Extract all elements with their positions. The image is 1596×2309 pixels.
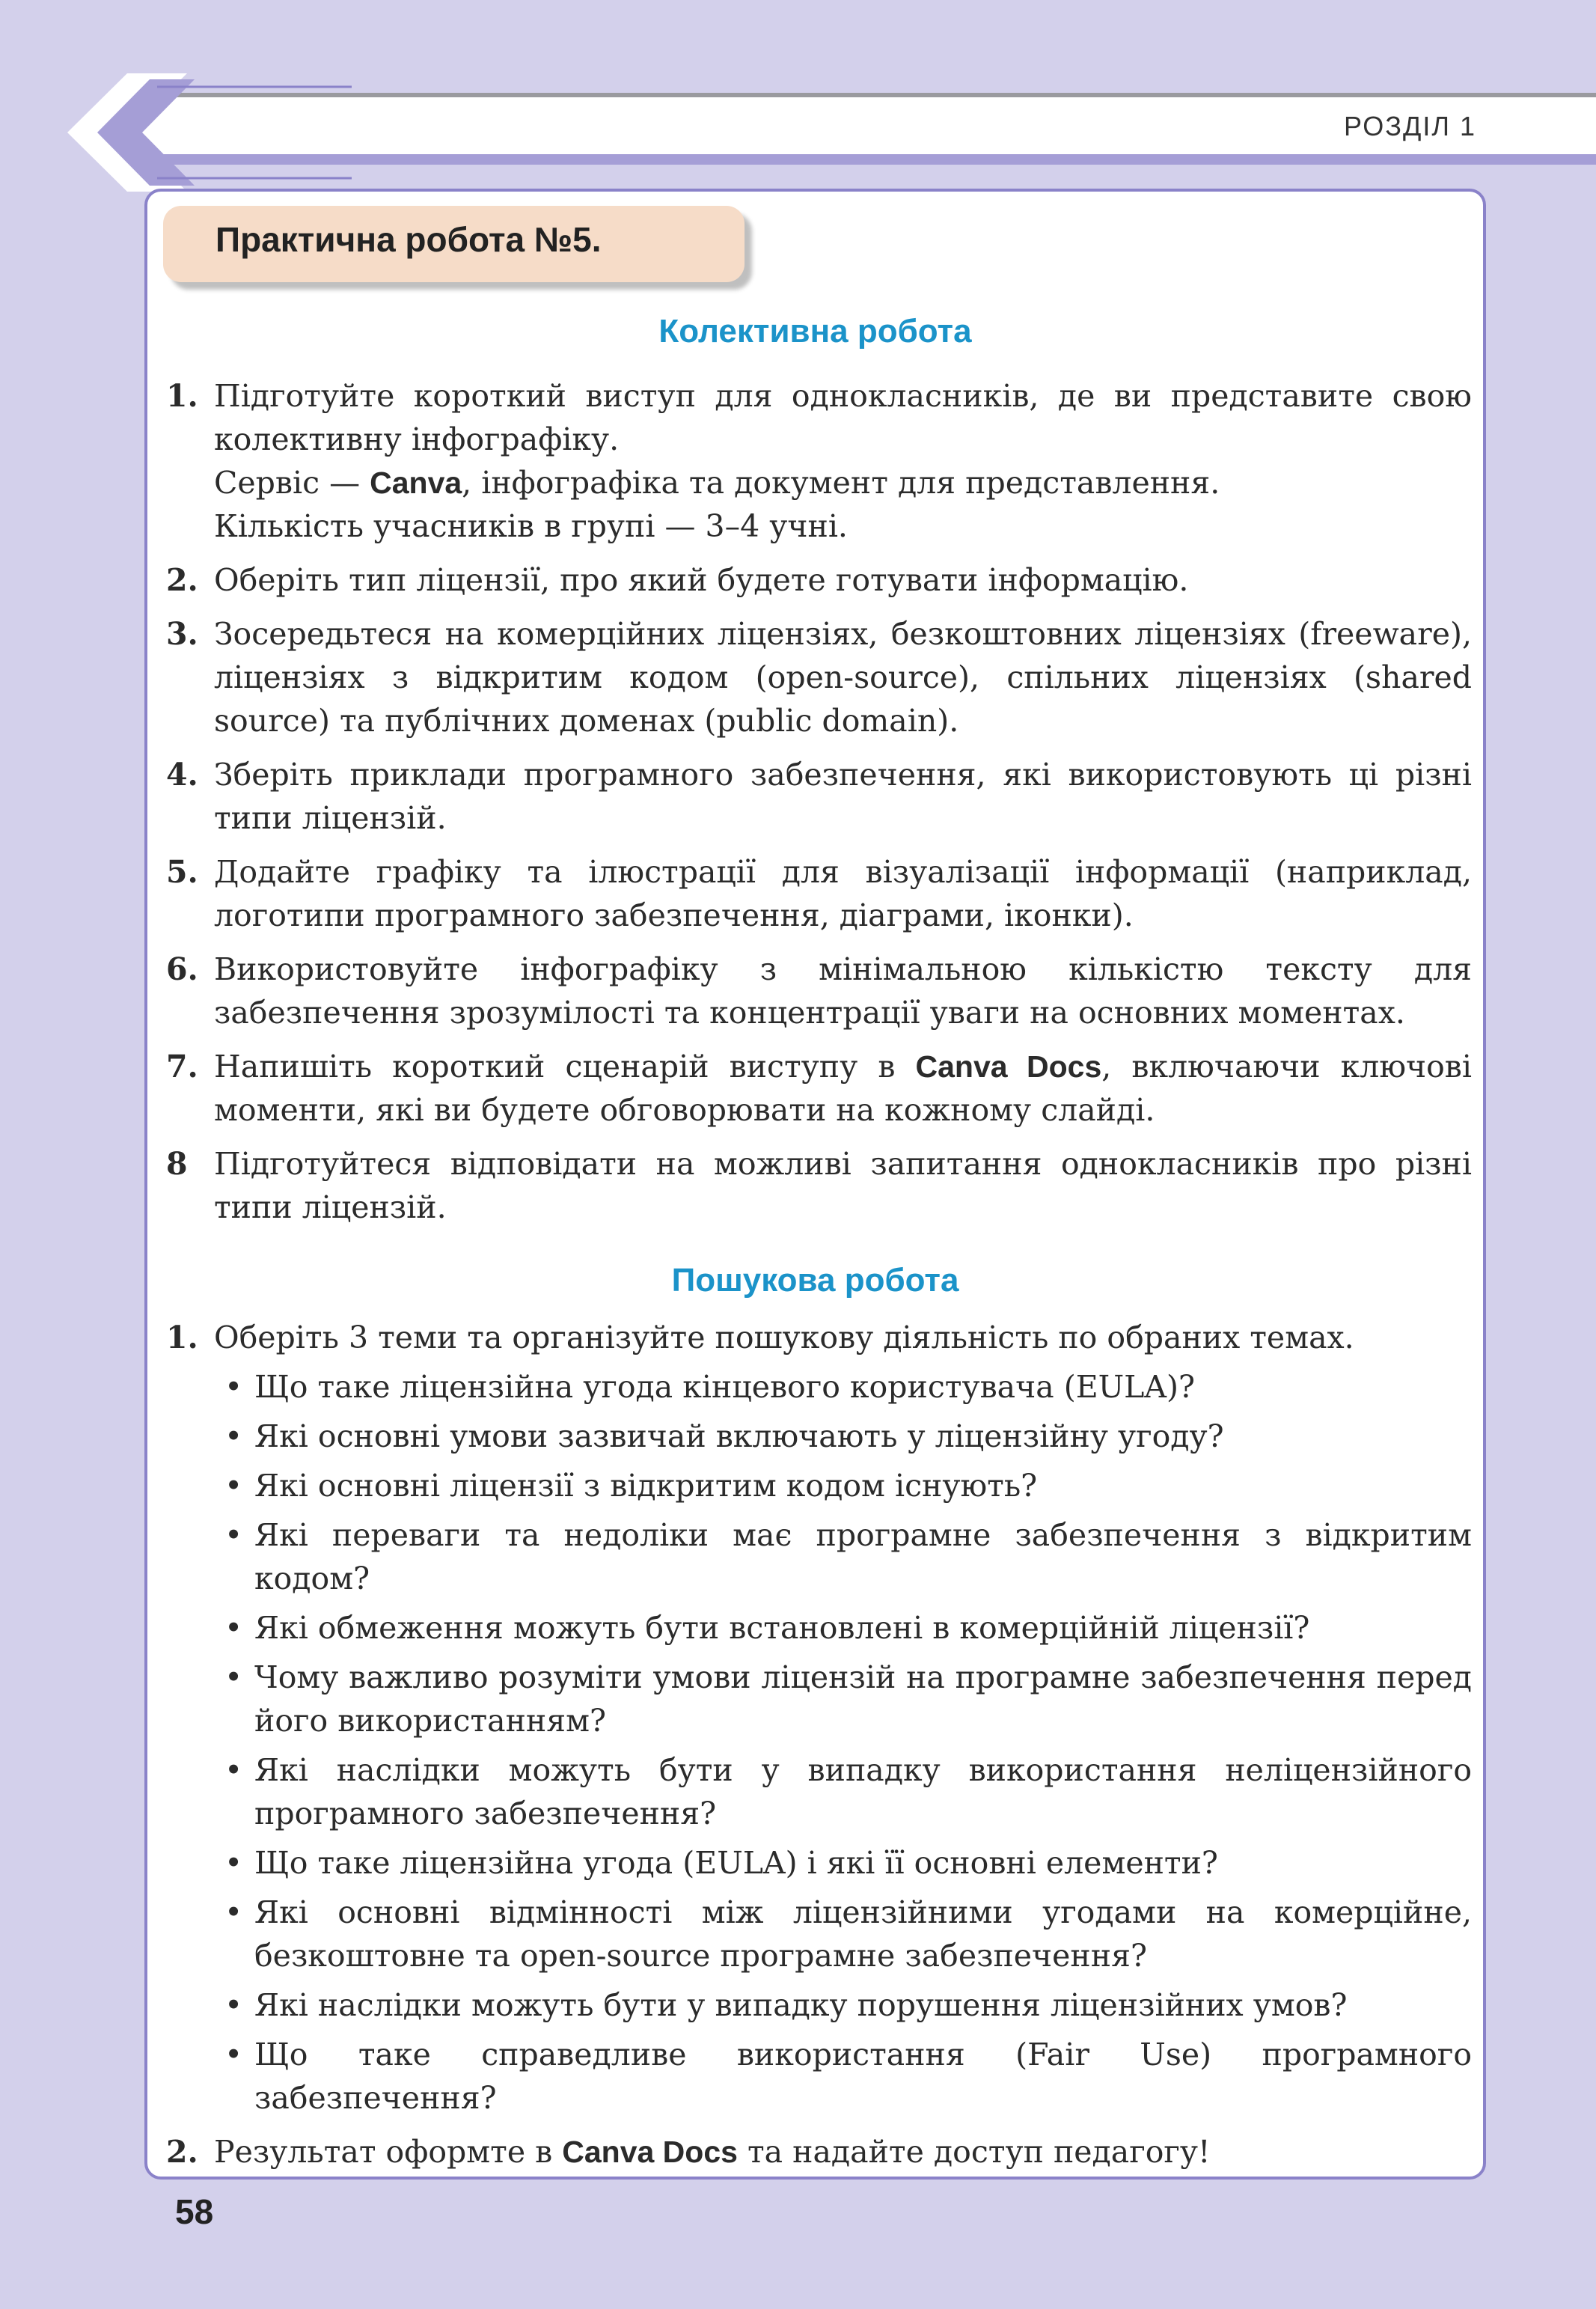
page-number: 58 [175, 2192, 214, 2231]
item-text: Підготуйтеся відповідати на можливі запитання однокласників про різні типи ліцензій. [214, 1146, 1472, 1225]
bullet-item [214, 1415, 1472, 1458]
item-number: 8 [166, 1146, 188, 1182]
bullet-text: Що таке справедливе використання (Fair Use) програмного забезпечення? [254, 2037, 1472, 2116]
search-list [166, 1316, 1472, 2184]
list-item [166, 1045, 1472, 1132]
bullet-item [214, 2033, 1472, 2120]
bullet-text: Які наслідки можуть бути у випадку використання неліцензійного програмного забезпечення? [254, 1752, 1472, 1831]
bullet-text: Які переваги та недоліки має програмне забезпечення з відкритим кодом? [254, 1517, 1472, 1596]
item-number: 1. [166, 378, 198, 414]
bullet-item [214, 1891, 1472, 1977]
bullet-text: Які основні ліцензії з відкритим кодом існують? [254, 1468, 1038, 1504]
bullet-item [214, 1656, 1472, 1742]
item-text: Додайте графіку та ілюстрації для візуалізації інформації (наприклад, логотипи програмного забезпечення, діаграми, іконки). [214, 854, 1472, 933]
list-item [166, 374, 1472, 548]
bullet-text: Які наслідки можуть бути у випадку порушення ліцензійних умов? [254, 1987, 1348, 2023]
collective-list [166, 374, 1472, 1239]
list-item [166, 1142, 1472, 1229]
bullet-text: Що таке ліцензійна угода кінцевого користувача (EULA)? [254, 1369, 1195, 1405]
bullet-text: Які основні умови зазвичай включають у ліцензійну угоду? [254, 1418, 1224, 1454]
item-number: 4. [166, 757, 198, 793]
item-text: Зберіть приклади програмного забезпечення, які використовують ці різні типи ліцензій. [214, 757, 1472, 836]
bullet-item [214, 1841, 1472, 1885]
item-text: , включаючи ключові моменти, які ви будете обговорювати на кожному слайді. [214, 1049, 1472, 1128]
title-tab [163, 206, 745, 282]
item-number: 2. [166, 562, 198, 598]
list-item [166, 948, 1472, 1034]
item-text: Оберіть 3 теми та організуйте пошукову діяльність по обраних темах. [214, 1320, 1354, 1355]
bullet-text: Чому важливо розуміти умови ліцензій на програмне забезпечення перед його використанням? [254, 1659, 1472, 1739]
page-title: Практична робота №5. [215, 220, 602, 259]
bullet-icon: • [224, 1845, 243, 1881]
item-number: 6. [166, 951, 198, 987]
chevron-left-icon [45, 69, 359, 196]
item-text: Результат оформте в [214, 2134, 563, 2170]
brand-name: Canva Docs [915, 1049, 1102, 1084]
bullet-text: Які основні відмінності між ліцензійними угодами на комерційне, безкоштовне та open-source програмне забезпечення? [254, 1894, 1472, 1974]
item-text: Зосередьтеся на комерційних ліцензіях, безкоштовних ліцензіях (freeware), ліцензіях з відкритим кодом (open-source), спільних ліцензіях (shared source) та публічних доменах (public domain). [214, 616, 1472, 739]
bullet-item [214, 1464, 1472, 1507]
item-number: 1. [166, 1320, 198, 1355]
bullet-icon: • [224, 1610, 243, 1646]
bullet-icon: • [224, 2037, 243, 2072]
item-text: Оберіть тип ліцензії, про який будете готувати інформацію. [214, 562, 1189, 598]
list-item [166, 753, 1472, 840]
item-number: 7. [166, 1049, 198, 1085]
item-number: 3. [166, 616, 198, 652]
item-number: 2. [166, 2134, 198, 2170]
item-text: Напишіть короткий сценарій виступу в [214, 1049, 916, 1085]
list-item [166, 612, 1472, 742]
bullet-item [214, 1606, 1472, 1650]
item-text: та надайте доступ педагогу! [737, 2134, 1211, 2170]
list-item [166, 2130, 1472, 2174]
item-text: Сервіс — [214, 465, 370, 501]
bullet-text: Які обмеження можуть бути встановлені в комерційній ліцензії? [254, 1610, 1310, 1646]
item-text: , інфографіка та документ для представлення. [462, 465, 1220, 501]
item-text: Використовуйте інфографіку з мінімальною кількістю тексту для забезпечення зрозумілості та концентрації уваги на основних моментах. [214, 951, 1472, 1031]
list-item [166, 558, 1472, 602]
bullet-icon: • [224, 1468, 243, 1504]
list-item [166, 850, 1472, 937]
bullet-item [214, 1365, 1472, 1409]
bullet-item [214, 1748, 1472, 1835]
bullet-icon: • [224, 1517, 243, 1553]
collective-heading: Колективна робота [658, 313, 972, 350]
bullet-icon: • [224, 1369, 243, 1405]
bullet-text: Що таке ліцензійна угода (EULA) і які її основні елементи? [254, 1845, 1218, 1881]
question-list [214, 1365, 1472, 2120]
bullet-icon: • [224, 1418, 243, 1454]
item-text: Підготуйте короткий виступ для однокласників, де ви представите свою колективну інфографіку. [214, 378, 1472, 457]
item-text: Кількість учасників в групі — 3–4 учні. [214, 508, 848, 544]
section-label: РОЗДІЛ 1 [1344, 111, 1476, 141]
bullet-icon: • [224, 1987, 243, 2023]
list-item [166, 1316, 1472, 2120]
brand-name: Canva [370, 466, 462, 500]
item-number: 5. [166, 854, 198, 890]
bullet-icon: • [224, 1752, 243, 1788]
search-heading: Пошукова робота [671, 1262, 959, 1299]
bullet-icon: • [224, 1659, 243, 1695]
bullet-icon: • [224, 1894, 243, 1930]
brand-name: Canva Docs [562, 2135, 738, 2169]
bullet-item [214, 1983, 1472, 2027]
bullet-item [214, 1513, 1472, 1600]
